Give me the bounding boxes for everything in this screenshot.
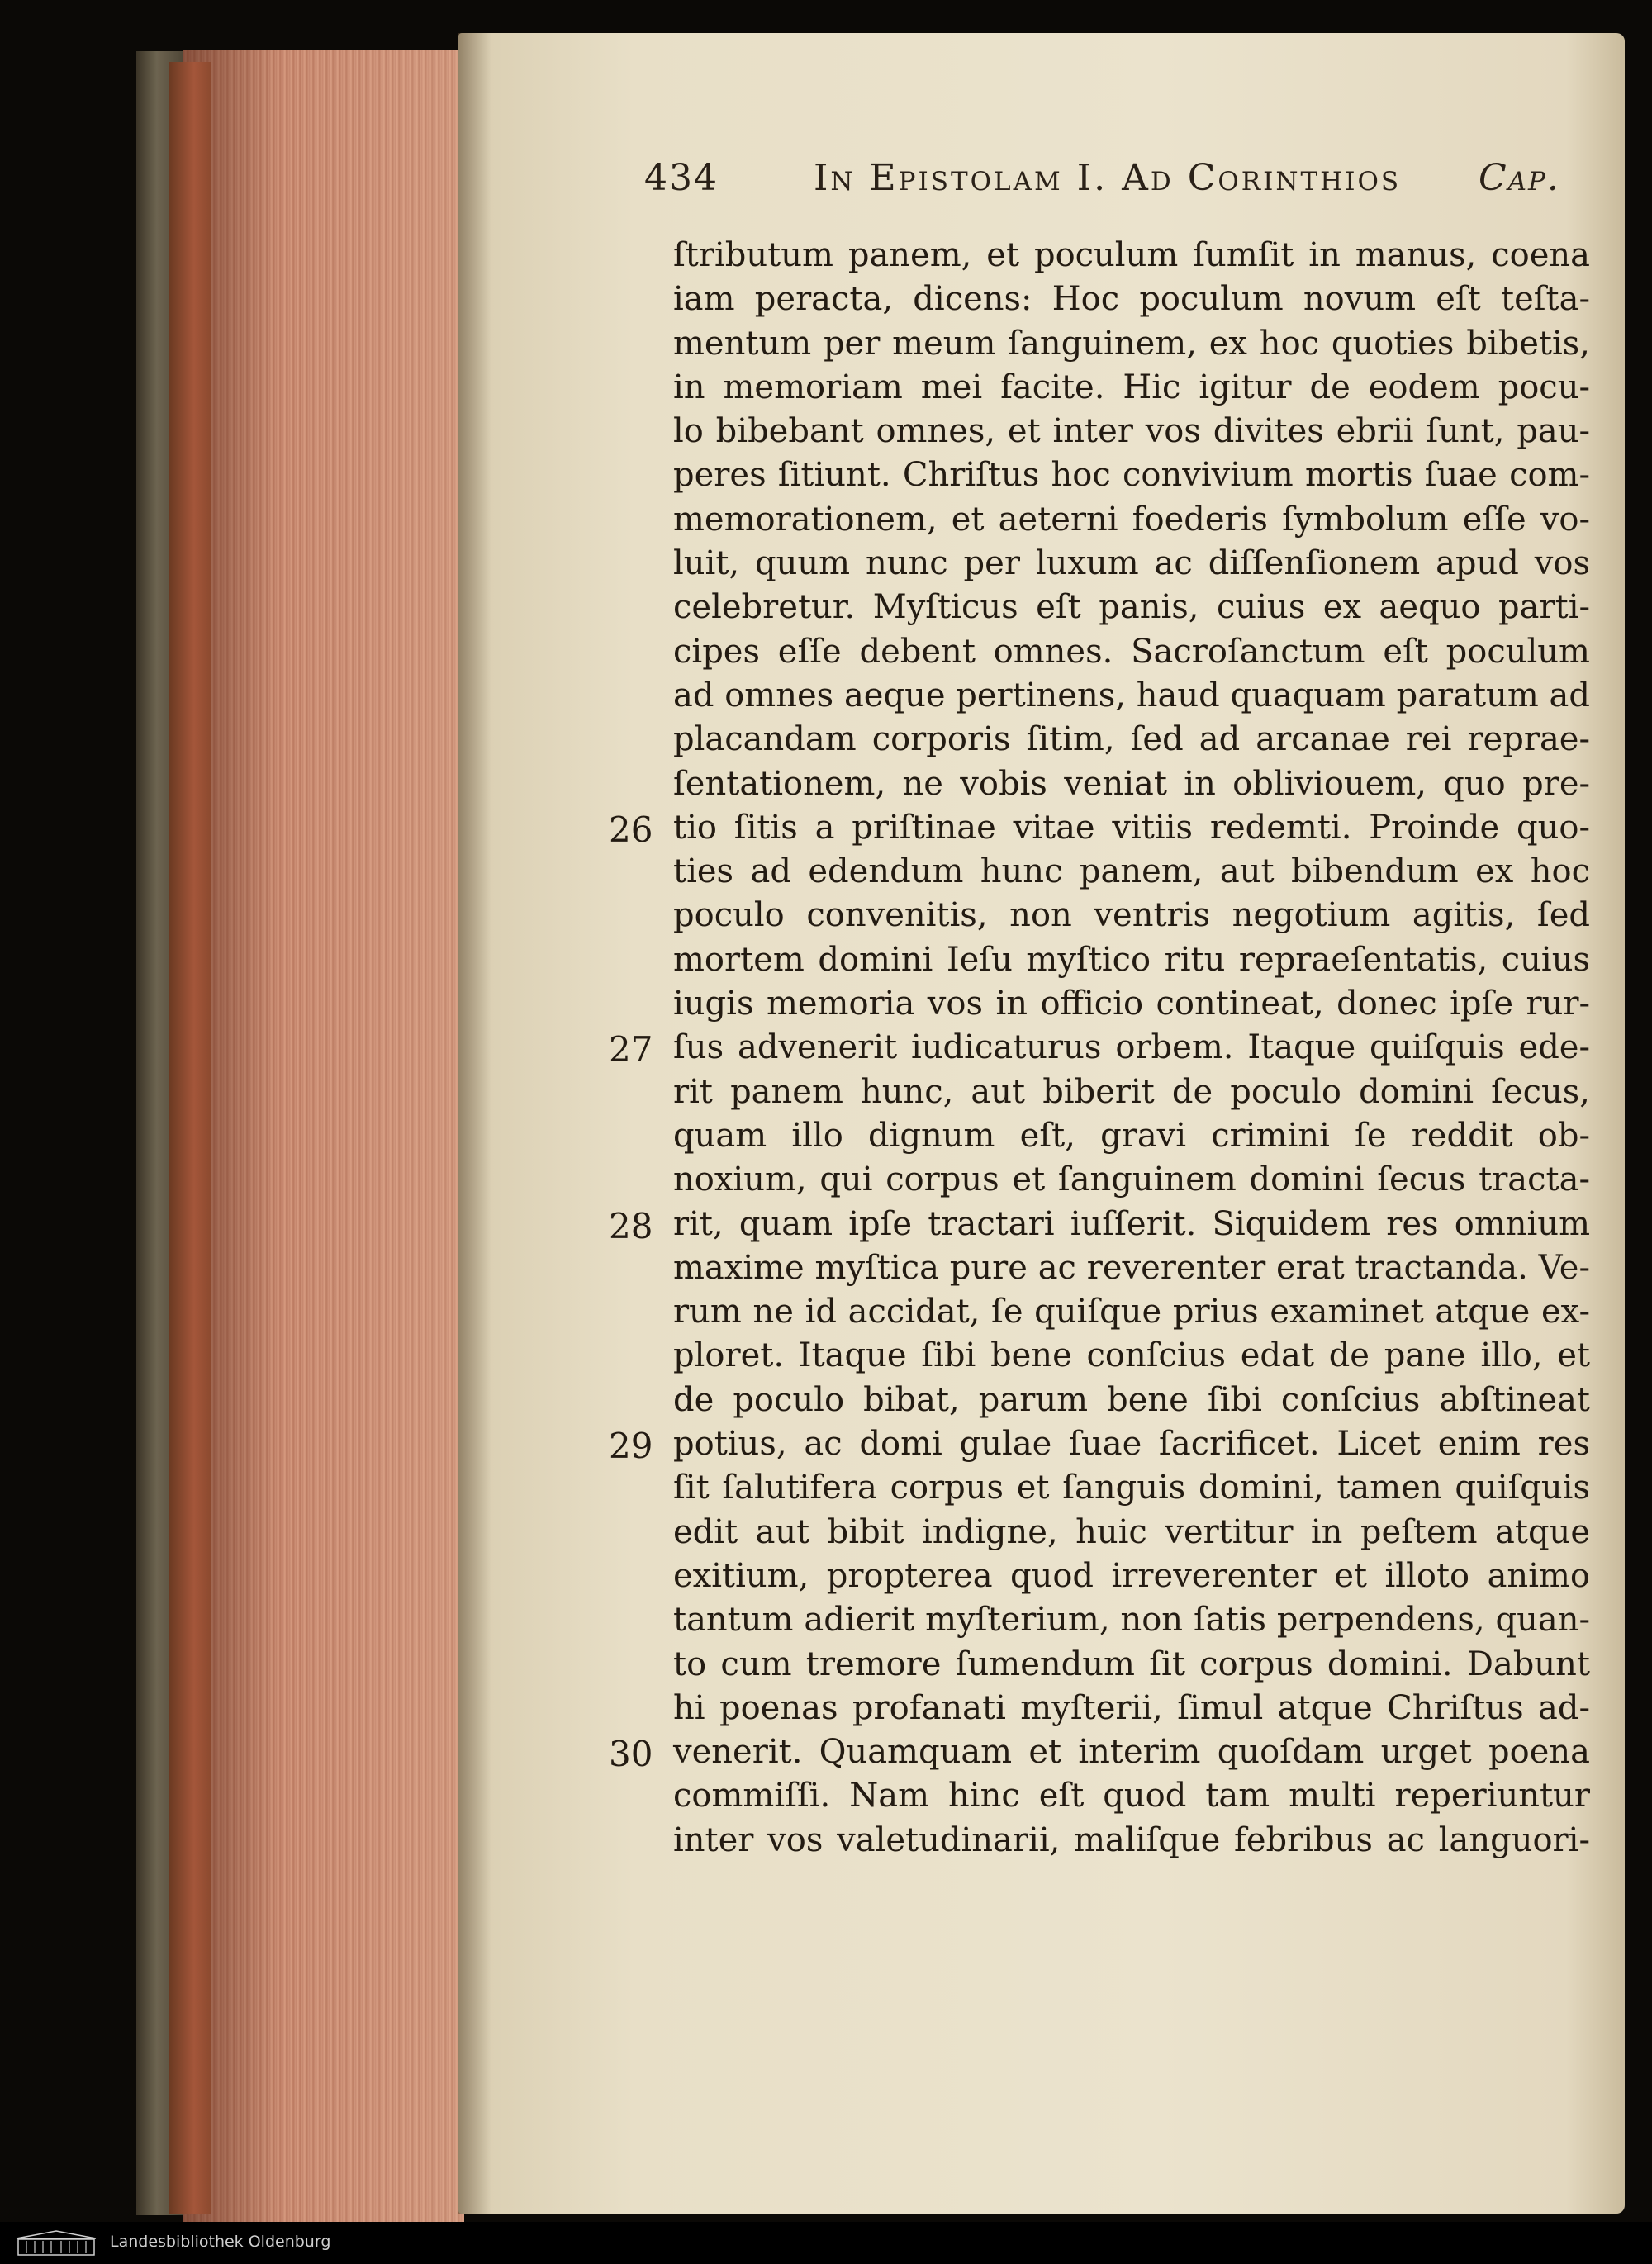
line-text: quam illo dignum eſt, gravi crimini ſe reddit ob- [673,1116,1590,1155]
line-text: celebretur. Myſticus eſt panis, cuius ex aequo parti- [673,588,1590,627]
line-text: in memoriam mei facite. Hic igitur de eodem pocu- [673,368,1590,406]
line-text: potius, ac domi gulae ſuae ſacrificet. Licet enim res [673,1425,1590,1464]
line-text: lo bibebant omnes, et inter vos divites ebrii ſunt, pau- [673,412,1590,451]
text-line [673,278,1590,321]
line-text: tio ſitis a priſtinae vitae vitiis redemti. Proinde quo- [673,808,1590,847]
text-line [673,630,1590,674]
text-line [673,718,1590,762]
line-text: exitium, propterea quod irreverenter et illoto animo [673,1556,1590,1595]
line-text: to cum tremore ſumendum ſit corpus domini. Dabunt [673,1645,1590,1683]
line-text: noxium, qui corpus et ſanguinem domini ſecus tracta- [673,1160,1590,1199]
line-text: memorationem, et aeterni foederis ſymbolum eſſe vo- [673,500,1590,539]
text-line [673,366,1590,410]
line-text: poculo convenitis, non ventris negotium agitis, ſed [673,896,1590,935]
text-line [673,850,1590,894]
running-header [644,157,1623,215]
text-line [609,806,1590,850]
line-text: ſtributum panem, et poculum ſumſit in manus, coena [673,236,1590,274]
line-text: commiſſi. Nam hinc eſt quod tam multi reperiuntur [673,1777,1590,1815]
line-text: hi poenas profanati myſterii, ſimul atque Chriſtus ad- [673,1688,1590,1727]
line-text: de poculo bibat, parum bene ſibi conſcius abſtineat [673,1380,1590,1419]
text-line [673,498,1590,542]
page-number: 434 [644,157,719,199]
text-line [609,1203,1590,1246]
page-gutter-shadow [458,33,491,2214]
text-line [673,542,1590,586]
text-line [673,1290,1590,1334]
text-line [673,1158,1590,1202]
text-line [673,322,1590,366]
line-text: tantum adierit myſterium, non ſatis perpendens, quan- [673,1601,1590,1640]
line-text: ſit ſalutifera corpus et ſanguis domini, tamen quiſquis [673,1469,1590,1507]
line-text: iam peracta, dicens: Hoc poculum novum eſt teſta- [673,280,1590,319]
library-name: Landesbibliothek Oldenburg [110,2233,331,2251]
verse-number: 28 [609,1205,653,1246]
line-text: ſentationem, ne vobis veniat in obliviouem, quo pre- [673,764,1590,803]
text-line [673,1774,1590,1818]
chapter-marker: Cap. [1479,157,1560,199]
line-text: mentum per meum ſanguinem, ex hoc quoties bibetis, [673,324,1590,363]
footer-bar [0,2222,1652,2264]
text-line [673,1554,1590,1598]
text-line [673,1466,1590,1510]
line-text: ſus advenerit iudicaturus orbem. Itaque quiſquis ede- [673,1028,1590,1067]
library-building-icon [15,2230,97,2257]
line-text: ad omnes aeque pertinens, haud quaquam paratum ad [673,676,1590,714]
text-line [609,1730,1590,1775]
red-page-edge [169,62,211,2214]
line-text: placandam corporis ſitim, ſed ad arcanae rei reprae- [673,720,1590,759]
text-line [673,586,1590,629]
line-text: luit, quum nunc per luxum ac diſſenſionem apud vos [673,544,1590,583]
text-line [609,1026,1590,1070]
line-text: cipes eſſe debent omnes. Sacroſanctum eſt poculum [673,632,1590,671]
text-line [673,1643,1590,1687]
text-line [673,1114,1590,1158]
text-line [673,1334,1590,1378]
line-text: rit panem hunc, aut biberit de poculo domini ſecus, [673,1072,1590,1111]
text-line [673,982,1590,1026]
text-line [673,1070,1590,1114]
text-line [673,453,1590,497]
running-title: In Epistolam I. Ad Corinthios [814,157,1402,199]
text-line [673,894,1590,937]
line-text: maxime myſtica pure ac reverenter erat tractanda. Ve- [673,1248,1590,1287]
text-line [673,234,1590,278]
line-text: venerit. Quamquam et interim quoſdam urget poena [673,1733,1590,1772]
text-line [673,762,1590,806]
line-text: rum ne id accidat, ſe quiſque prius examinet atque ex- [673,1293,1590,1331]
verse-number: 27 [609,1029,653,1070]
verse-number: 30 [609,1734,653,1775]
text-line [673,1687,1590,1730]
text-line [673,1819,1590,1863]
text-line [673,410,1590,453]
verse-number: 26 [609,809,653,850]
text-line [673,1598,1590,1642]
text-line [673,1379,1590,1422]
line-text: peres ſitiunt. Chriſtus hoc convivium mortis ſuae com- [673,456,1590,495]
text-line [673,1511,1590,1554]
text-line [673,1246,1590,1290]
line-text: iugis memoria vos in officio contineat, donec ipſe rur- [673,985,1590,1023]
verse-number: 29 [609,1426,653,1467]
text-line [673,938,1590,982]
line-text: inter vos valetudinarii, maliſque febribus ac languori- [673,1820,1590,1859]
line-text: mortem domini Ieſu myſtico ritu repraeſentatis, cuius [673,940,1590,979]
page-block-edge [183,50,464,2222]
text-line [673,674,1590,718]
line-text: ploret. Itaque ſibi bene conſcius edat de pane illo, et [673,1336,1590,1375]
line-text: edit aut bibit indigne, huic vertitur in peſtem atque [673,1512,1590,1551]
line-text: ties ad edendum hunc panem, aut bibendum ex hoc [673,852,1590,891]
text-line [609,1422,1590,1467]
line-text: rit, quam ipſe tractari iuſſerit. Siquidem res omnium [673,1204,1590,1243]
body-text [609,234,1590,1863]
